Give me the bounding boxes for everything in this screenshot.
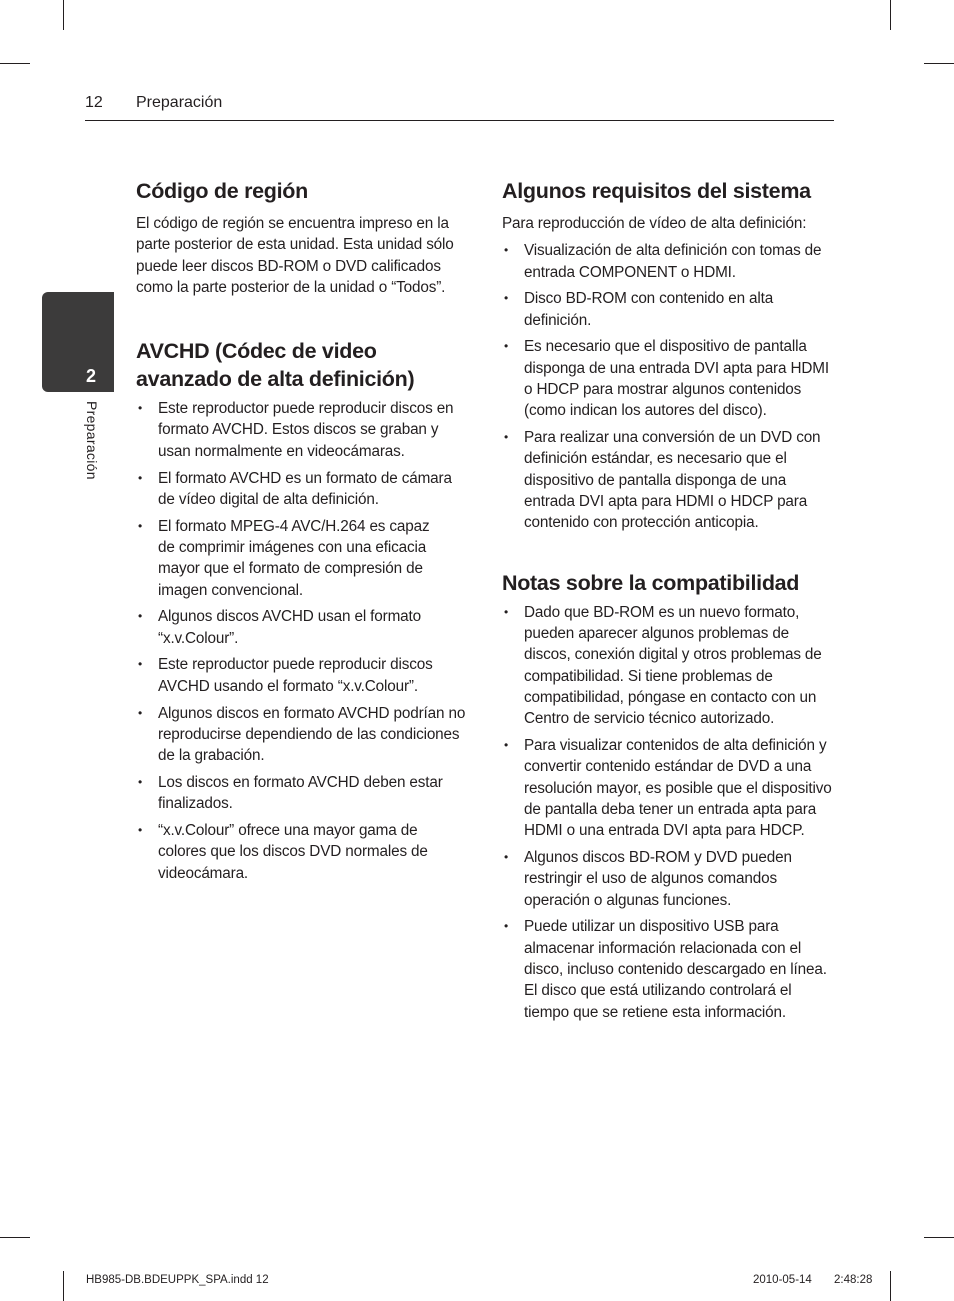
list-item: • Puede utilizar un dispositivo USB para almacenar información relacionada con el disco, incluso contenido descargado en línea. El disco que está utilizando controlará el tiempo que se retiene esta información. — [502, 916, 838, 1022]
list-item: • “x.v.Colour” ofrece una mayor gama de colores que los discos DVD normales de videocámara. — [136, 820, 458, 884]
avchd-list — [136, 398, 472, 884]
avchd-section — [136, 337, 472, 884]
list-item: • Para realizar una conversión de un DVD con definición estándar, es necesario que el dispositivo de pantalla disponga de una entrada DVI apta para HDMI o HDCP para contenido con protección anticopia. — [502, 427, 838, 533]
crop-mark — [890, 0, 891, 30]
list-item: • Para visualizar contenidos de alta definición y convertir contenido estándar de DVD a una resolución mayor, es posible que el dispositivo de pantalla deba tener un entrada apta para HDMI o una entrada DVI apta para HDCP. — [502, 735, 838, 841]
list-item: • Dado que BD-ROM es un nuevo formato, pueden aparecer algunos problemas de discos, conexión digital y otros problemas de compatibilidad. Si tiene problemas de compatibilidad, póngase en contacto con un Centro de servicio técnico autorizado. — [502, 602, 838, 730]
footer-date: 2010-05-14 — [753, 1274, 812, 1286]
list-item: • El formato AVCHD es un formato de cámara de vídeo digital de alta definición. — [136, 468, 472, 511]
chapter-tab — [42, 292, 114, 392]
list-item: • Algunos discos AVCHD usan el formato “x.v.Colour”. — [136, 606, 472, 649]
right-column — [502, 177, 838, 1028]
page-number: 12 — [85, 94, 103, 111]
list-item: • Disco BD-ROM con contenido en alta definición. — [502, 288, 838, 331]
header-section-title: Preparación — [136, 94, 223, 111]
list-item: • Visualización de alta definición con tomas de entrada COMPONENT o HDMI. — [502, 240, 838, 283]
footer-time: 2:48:28 — [834, 1274, 873, 1286]
compatibility-heading: Notas sobre la compatibilidad — [502, 570, 800, 595]
chapter-label: Preparación — [84, 401, 100, 480]
system-requirements-intro: Para reproducción de vídeo de alta definición: — [502, 215, 807, 232]
left-column — [136, 177, 472, 889]
compatibility-list — [502, 602, 838, 1023]
list-item: • Este reproductor puede reproducir discos en formato AVCHD. Estos discos se graban y usan normalmente en videocámaras. — [136, 398, 472, 462]
list-item: • Algunos discos BD-ROM y DVD pueden restringir el uso de algunos comandos operación o algunas funciones. — [502, 847, 838, 911]
system-requirements-list — [502, 240, 838, 533]
chapter-number: 2 — [86, 366, 97, 386]
list-item: • Los discos en formato AVCHD deben estar finalizados. — [136, 772, 472, 815]
crop-mark — [63, 0, 64, 30]
list-item: • Este reproductor puede reproducir discos AVCHD usando el formato “x.v.Colour”. — [136, 654, 472, 697]
crop-mark — [890, 1271, 891, 1301]
crop-mark — [924, 63, 954, 64]
avchd-heading: AVCHD (Códec de video avanzado de alta definición) — [136, 339, 415, 392]
list-item: • Algunos discos en formato AVCHD podrían no reproducirse dependiendo de las condiciones de la grabación. — [136, 703, 472, 767]
system-requirements-section — [502, 177, 838, 534]
crop-mark — [924, 1237, 954, 1238]
crop-mark — [0, 63, 30, 64]
compatibility-section — [502, 569, 838, 1023]
crop-mark — [63, 1271, 64, 1301]
list-item: • Es necesario que el dispositivo de pantalla disponga de una entrada DVI apta para HDMI o HDCP para mostrar algunos contenidos (como indican los autores del disco). — [502, 336, 838, 421]
list-item: • El formato MPEG-4 AVC/H.264 es capaz de comprimir imágenes con una eficacia mayor que el formato de compresión de imagen convencional. — [136, 516, 448, 601]
region-code-section — [136, 177, 472, 298]
system-requirements-heading: Algunos requisitos del sistema — [502, 179, 811, 203]
page-header — [85, 94, 834, 121]
crop-mark — [0, 1237, 30, 1238]
region-code-body: El código de región se encuentra impreso en la parte posterior de esta unidad. Esta unidad sólo puede leer discos BD-ROM o DVD calificados como la parte posterior de la unidad o “Todos”. — [136, 215, 454, 296]
footer-filename: HB985-DB.BDEUPPK_SPA.indd 12 — [86, 1274, 269, 1286]
region-code-heading: Código de región — [136, 179, 308, 203]
